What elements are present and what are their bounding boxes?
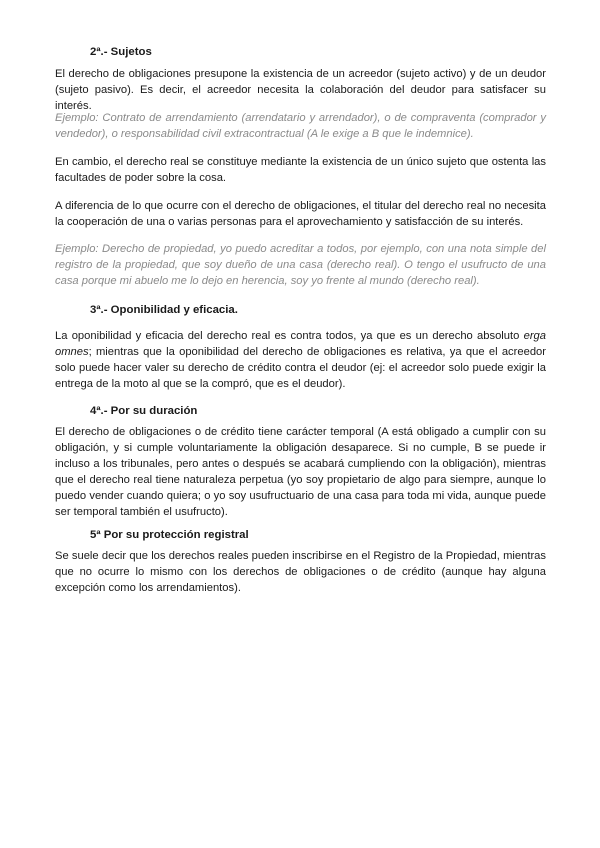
paragraph-sujetos-intro: El derecho de obligaciones presupone la existencia de un acreedor (sujeto activo) y de un deudor (sujeto pasivo). Es decir, el acreedor necesita la colaboración del deudor para satisfacer su interés. xyxy=(55,68,546,112)
section-heading-sujetos: 2ª.- Sujetos xyxy=(90,46,152,58)
section-heading-duracion: 4ª.- Por su duración xyxy=(90,405,198,417)
example-derecho-propiedad: Ejemplo: Derecho de propiedad, yo puedo acreditar a todos, por ejemplo, con una nota simple del registro de la propiedad, que soy dueño de una casa (derecho real). O tengo el usufructo de una casa porque mi abuelo me lo dejo en herencia, soy yo frente al mundo (derecho real). xyxy=(55,243,546,287)
erga-omnes-term: erga omnes xyxy=(55,330,546,358)
paragraph-proteccion-registral: Se suele decir que los derechos reales pueden inscribirse en el Registro de la Propiedad, mientras que no ocurre lo mismo con los derechos de obligaciones o de crédito (aunque hay alguna excepción como los arrendamientos). xyxy=(55,550,546,594)
paragraph-diferencia-cooperacion: A diferencia de lo que ocurre con el derecho de obligaciones, el titular del derecho real no necesita la cooperación de una o varias personas para el aprovechamiento y satisfacción de su interés. xyxy=(55,200,546,228)
paragraph-derecho-real-sujeto: En cambio, el derecho real se constituye mediante la existencia de un único sujeto que ostenta las facultades de poder sobre la cosa. xyxy=(55,156,546,184)
paragraph-duracion: El derecho de obligaciones o de crédito tiene carácter temporal (A está obligado a cumplir con su obligación, y si cumple voluntariamente la obligación desaparece. Si no cumple, B se puede ir incluso a los tribunales, pero antes o después se acabará cumpliendo con la obligación), mientras que el derecho real tiene naturaleza perpetua (yo soy propietario de algo para siempre, aunque lo puedo vender cuando quiera; o yo soy usufructuario de una casa para toda mi vida, aunque puede ser temporal también el usufructo). xyxy=(55,426,546,518)
oponibilidad-text-a: La oponibilidad y eficacia del derecho real es contra todos, ya que es un derecho absoluto xyxy=(55,330,524,342)
example-obligaciones: Ejemplo: Contrato de arrendamiento (arrendatario y arrendador), o de compraventa (comprador y vendedor), o responsabilidad civil extracontractual (A le exige a B que le indemnice). xyxy=(55,112,546,140)
section-heading-proteccion-registral: 5ª Por su protección registral xyxy=(90,529,249,541)
oponibilidad-text-b: ; mientras que la oponibilidad del derecho de obligaciones es relativa, ya que el acreedor solo puede hacer valer su derecho de crédito contra el deudor (ej: el acreedor solo puede exigir la entrega de la moto al que se la compró, que es el deudor). xyxy=(55,346,546,390)
paragraph-oponibilidad xyxy=(55,328,546,392)
section-heading-oponibilidad: 3ª.- Oponibilidad y eficacia. xyxy=(90,304,238,316)
